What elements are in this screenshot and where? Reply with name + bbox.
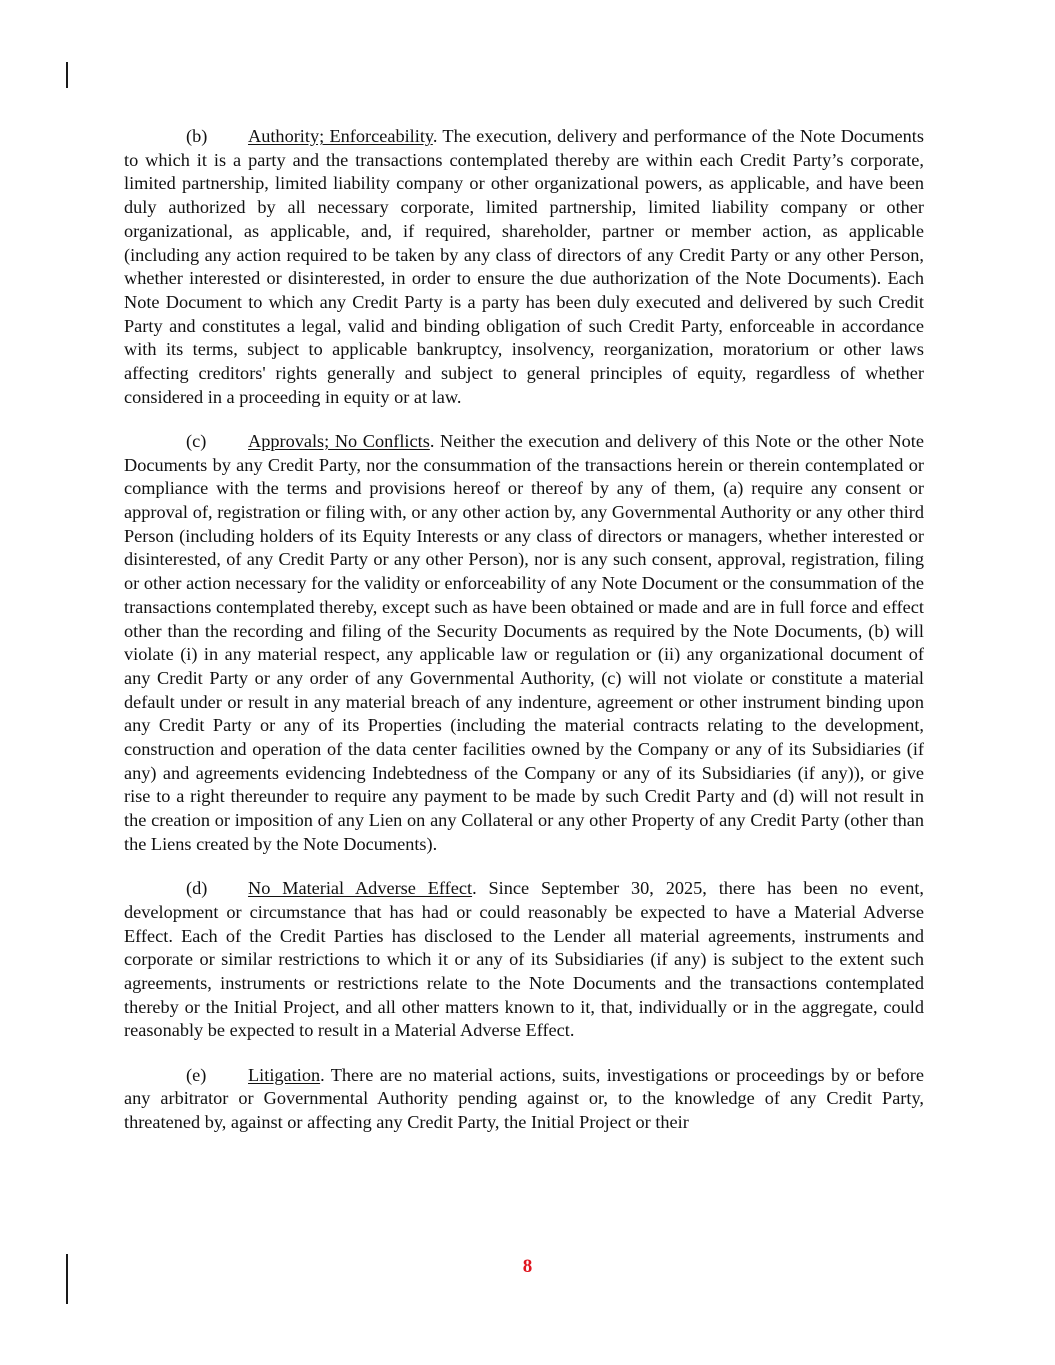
section-heading: Authority; Enforceability xyxy=(248,126,433,146)
section-label: (b) xyxy=(186,126,208,146)
section-heading: Litigation xyxy=(248,1064,321,1085)
section-b xyxy=(124,125,924,409)
change-bar-top xyxy=(66,62,68,88)
section-d xyxy=(124,877,924,1043)
document-body xyxy=(124,125,924,1155)
section-text: . There are no material actions, suits, investigations or proceedings by or before any arbitrator or Governmental Authority pending against or, to the knowledge of any Credit Party, threatened by, against or affecting any Credit Party, the Initial Project or their xyxy=(124,1064,924,1132)
section-heading: Approvals; No Conflicts xyxy=(248,430,430,451)
section-text: . Since September 30, 2025, there has been no event, development or circumstance that has had or could reasonably be expected to have a Material Adverse Effect. Each of the Credit Parties has disclosed to the Lender all material agreements, instruments and corporate or similar restrictions to which it or any of its Subsidiaries (if any) is subject to the extent such agreements, instruments or restrictions relate to the Note Documents and the transactions contemplated thereby or the Initial Project, and all other matters known to it, that, individually or in the aggregate, could reasonably be expected to result in a Material Adverse Effect. xyxy=(124,878,925,1041)
section-text: . The execution, delivery and performance of the Note Documents to which it is a party and the transactions contemplated thereby are within each Credit Party’s corporate, limited partnership, limited liability company or other organizational powers, as applicable, and have been duly authorized by all necessary corporate, limited partnership, limited liability company or other organizational, as applicable, and, if required, shareholder, partner or member action, as applicable (including any action required to be taken by any class of directors of any Credit Party or any other Person, whether interested or disinterested, in order to ensure the due authorization of the Note Documents). Each Note Document to which any Credit Party is a party has been duly executed and delivered by such Credit Party and constitutes a legal, valid and binding obligation of such Credit Party, enforceable in accordance with its terms, subject to applicable bankruptcy, insolvency, reorganization, moratorium or other laws affecting creditors' rights generally and subject to general principles of equity, regardless of whether considered in a proceeding in equity or at law. xyxy=(124,126,924,407)
section-heading: No Material Adverse Effect xyxy=(248,878,473,899)
section-text: . Neither the execution and delivery of this Note or the other Note Documents by any Credit Party, nor the consummation of the transactions herein or therein contemplated or compliance with the terms and provisions hereof or thereof by any of them, (a) require any consent or approval of, registration or filing with, or any other action by, any Governmental Authority or any other third Person (including holders of its Equity Interests or any class of directors or managers, whether interested or disinterested, of any Credit Party or any other Person), nor is any such consent, approval, registration, filing or other action necessary for the validity or enforceability of any Note Document or the consummation of the transactions contemplated thereby, except such as have been obtained or made and are in full force and effect other than the recording and filing of the Security Documents as required by the Note Documents, (b) will violate (i) in any material respect, any applicable law or regulation or (ii) any organizational document of any Credit Party or any order of any Governmental Authority, (c) will not violate or constitute a material default under or result in any material breach of any indenture, agreement or other instrument binding upon any Credit Party or any of its Properties (including the material contracts relating to the development, construction and operation of the data center facilities owned by the Company or any of its Subsidiaries (if any) and agreements evidencing Indebtedness of the Company or any of its Subsidiaries (if any)), or give rise to a right thereunder to require any payment to be made by such Credit Party and (d) will not result in the creation or imposition of any Lien on any Collateral or any other Property of any Credit Party (other than the Liens created by the Note Documents). xyxy=(124,430,924,854)
section-e xyxy=(124,1064,924,1135)
page-number: 8 xyxy=(522,1256,533,1277)
section-label: (d) xyxy=(186,878,208,899)
section-label: (c) xyxy=(186,430,207,451)
section-c xyxy=(124,430,924,857)
section-label: (e) xyxy=(186,1064,207,1085)
